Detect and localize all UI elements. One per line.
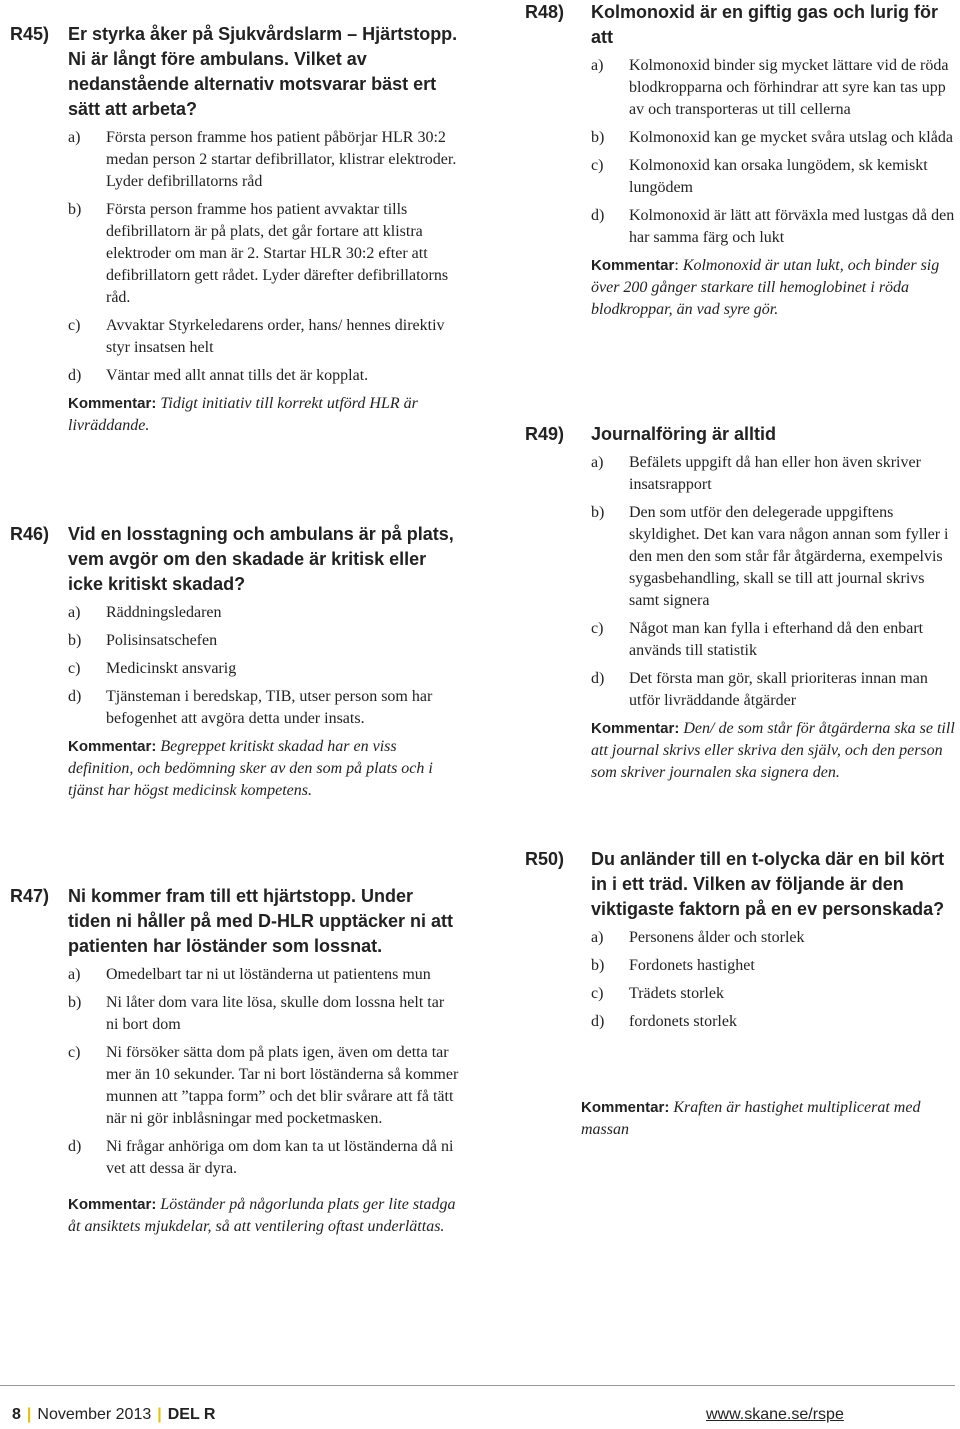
option-c [591, 983, 957, 1005]
footer-separator-2: | [157, 1406, 162, 1423]
question-number: R49) [525, 424, 565, 444]
option-text: Omedelbart tar ni ut löständerna ut patientens mun [106, 966, 431, 983]
option-letter: b) [68, 994, 82, 1011]
page-number: 8 [12, 1406, 21, 1423]
option-b [591, 502, 957, 612]
option-letter: d) [68, 1138, 82, 1155]
option-b [591, 955, 957, 977]
option-letter: d) [68, 367, 82, 384]
question-text: Vid en losstagning och ambulans är på plats, vem avgör om den skadade är kritisk eller icke kritiskt skadad? [68, 524, 454, 594]
question-number: R50) [525, 849, 565, 869]
option-list [68, 602, 460, 730]
question-r48 [525, 0, 957, 321]
option-d [68, 686, 460, 730]
option-letter: b) [68, 632, 82, 649]
option-text: Första person framme hos patient avvaktar tills defibrillatorn är på plats, det går fortare att klistra elektroder om man är 2. Startar HLR 30:2 efter att defibrillatorn gett rådet. Lyder därefter defibrillatorns råd. [106, 201, 449, 306]
option-letter: a) [68, 129, 81, 146]
option-list [591, 452, 957, 712]
option-text: Fordonets hastighet [629, 957, 755, 974]
option-letter: c) [68, 660, 81, 677]
comment-label: Kommentar: [581, 1099, 670, 1116]
option-a [591, 452, 957, 496]
comment-label: Kommentar: [68, 395, 157, 412]
option-letter: b) [591, 957, 605, 974]
option-letter: a) [68, 604, 81, 621]
option-letter: c) [68, 1044, 81, 1061]
option-c [68, 315, 460, 359]
option-text: Tjänsteman i beredskap, TIB, utser person som har befogenhet att avgöra detta under insats. [106, 688, 433, 727]
option-letter: a) [591, 57, 604, 74]
option-d [68, 1136, 460, 1180]
option-list [591, 927, 957, 1033]
option-letter: c) [68, 317, 81, 334]
option-text: Personens ålder och storlek [629, 929, 805, 946]
comment-label: Kommentar: [68, 738, 157, 755]
option-b [68, 630, 460, 652]
footer-date: November 2013 [37, 1406, 152, 1423]
option-c [591, 155, 957, 199]
question-text: Kolmonoxid är en giftig gas och lurig för att [591, 2, 939, 47]
question-text: Ni kommer fram till ett hjärtstopp. Under tiden ni håller på med D-HLR upptäcker ni att patienten har löständer som lossnat. [68, 886, 454, 956]
option-a [591, 927, 957, 949]
option-text: Ni frågar anhöriga om dom kan ta ut löständerna då ni vet att dessa är dyra. [106, 1138, 454, 1177]
question-number: R47) [10, 886, 50, 906]
option-letter: d) [591, 207, 605, 224]
option-a [68, 127, 460, 193]
option-text: Räddningsledaren [106, 604, 222, 621]
comment-r50 [581, 1097, 951, 1141]
comment-text: Kolmonoxid är utan lukt, och binder sig över 200 gånger starkare till hemoglobinet i röda blodkroppar, än vad syre gör. [591, 257, 940, 318]
option-text: Första person framme hos patient påbörjar HLR 30:2 medan person 2 startar defibrillator, klistrar elektroder. Lyder defibrillatorns råd [106, 129, 457, 190]
option-text: Något man kan fylla i efterhand då den enbart används till statistik [629, 620, 924, 659]
option-letter: a) [68, 966, 81, 983]
page-footer [12, 1406, 215, 1424]
footer-website-link[interactable]: www.skane.se/rspe [706, 1406, 844, 1423]
comment-text: Tidigt initiativ till korrekt utförd HLR är livräddande. [68, 395, 418, 434]
footer-separator: | [26, 1406, 32, 1423]
option-letter: c) [591, 157, 604, 174]
comment-label: Kommentar: [68, 1196, 157, 1213]
option-c [68, 658, 460, 680]
option-text: Ni försöker sätta dom på plats igen, även om detta tar mer än 10 sekunder. Tar ni bort löständerna så kommer munnen att ”tappa form” och det blir svårare att få tätt när ni gör inblåsningar med pocketmasken. [106, 1044, 459, 1127]
option-letter: d) [591, 1013, 605, 1030]
option-b [68, 992, 460, 1036]
option-text: Kolmonoxid är lätt att förväxla med lustgas då den har samma färg och lukt [629, 207, 955, 246]
comment-text: Kraften är hastighet multiplicerat med massan [581, 1099, 921, 1138]
question-text: Er styrka åker på Sjukvårdslarm – Hjärtstopp. Ni är långt före ambulans. Vilket av nedanstående alternativ motsvarar bäst ert sätt att arbeta? [68, 24, 458, 119]
option-list [68, 127, 460, 387]
comment-label: Kommentar [591, 257, 675, 274]
option-text: Befälets uppgift då han eller hon även skriver insatsrapport [629, 454, 921, 493]
question-text: Du anländer till en t-olycka där en bil kört in i ett träd. Vilken av följande är den viktigaste faktorn på en ev personskada? [591, 849, 945, 919]
footer-divider [0, 1385, 955, 1386]
comment [591, 718, 957, 784]
option-list [68, 964, 460, 1180]
question-r45 [10, 22, 460, 437]
comment: Kommentar: Kolmonoxid är utan lukt, och binder sig över 200 gånger starkare till hemoglobinet i röda blodkroppar, än vad syre gör. [591, 257, 940, 318]
option-text: Ni låter dom vara lite lösa, skulle dom lossna helt tar ni bort dom [106, 994, 445, 1033]
option-letter: b) [68, 201, 82, 218]
question-r49 [525, 422, 957, 784]
option-text: fordonets storlek [629, 1013, 737, 1030]
option-b [68, 199, 460, 309]
option-a [68, 602, 460, 624]
option-text: Polisinsatschefen [106, 632, 218, 649]
comment-text: Begreppet kritiskt skadad har en viss definition, och bedömning sker av den som på plats och i tjänst har högst medicinsk kompetens. [68, 738, 433, 799]
option-letter: a) [591, 454, 604, 471]
question-r47 [10, 884, 460, 1238]
question-text: Journalföring är alltid [591, 424, 777, 444]
option-text: Kolmonoxid binder sig mycket lättare vid de röda blodkropparna och förhindrar att syre kan tas upp av och transporteras ut till cellerna [629, 57, 949, 118]
option-d [591, 1011, 957, 1033]
option-letter: b) [591, 129, 605, 146]
question-number: R46) [10, 524, 50, 544]
option-text: Den som utför den delegerade uppgiftens skyldighet. Det kan vara någon annan som fyller i den men den som står får åtgärderna, exempelvis sygasbehandling, skall se till att journal skrivs samt signera [629, 504, 949, 609]
comment [68, 736, 460, 802]
option-text: Medicinskt ansvarig [106, 660, 237, 677]
option-text: Väntar med allt annat tills det är kopplat. [106, 367, 369, 384]
comment-text: Löständer på någorlunda plats ger lite stadga åt ansiktets mjukdelar, så att ventilering oftast underlättas. [68, 1196, 456, 1235]
option-text: Kolmonoxid kan ge mycket svåra utslag och klåda [629, 129, 953, 146]
option-d [591, 205, 957, 249]
question-r50 [525, 847, 957, 1039]
question-number: R45) [10, 24, 50, 44]
option-letter: d) [591, 670, 605, 687]
option-a [591, 55, 957, 121]
footer-section: DEL R [167, 1406, 216, 1423]
question-number: R48) [525, 2, 565, 22]
option-letter: b) [591, 504, 605, 521]
option-text: Kolmonoxid kan orsaka lungödem, sk kemiskt lungödem [629, 157, 928, 196]
option-letter: d) [68, 688, 82, 705]
option-letter: c) [591, 620, 604, 637]
option-d [591, 668, 957, 712]
question-r46 [10, 522, 460, 802]
option-a [68, 964, 460, 986]
option-b [591, 127, 957, 149]
option-c [591, 618, 957, 662]
comment [68, 393, 460, 437]
option-letter: a) [591, 929, 604, 946]
option-c [68, 1042, 460, 1130]
option-text: Avvaktar Styrkeledarens order, hans/ hennes direktiv styr insatsen helt [106, 317, 445, 356]
comment-text: Den/ de som står för åtgärderna ska se till att journal skrivs eller skriva den själv, och den person som skriver journalen ska signera den. [591, 720, 955, 781]
option-list [591, 55, 957, 249]
comment [68, 1194, 460, 1238]
option-text: Det första man gör, skall prioriteras innan man utför livräddande åtgärder [629, 670, 928, 709]
option-text: Trädets storlek [629, 985, 724, 1002]
option-d [68, 365, 460, 387]
comment-label: Kommentar: [591, 720, 680, 737]
option-letter: c) [591, 985, 604, 1002]
